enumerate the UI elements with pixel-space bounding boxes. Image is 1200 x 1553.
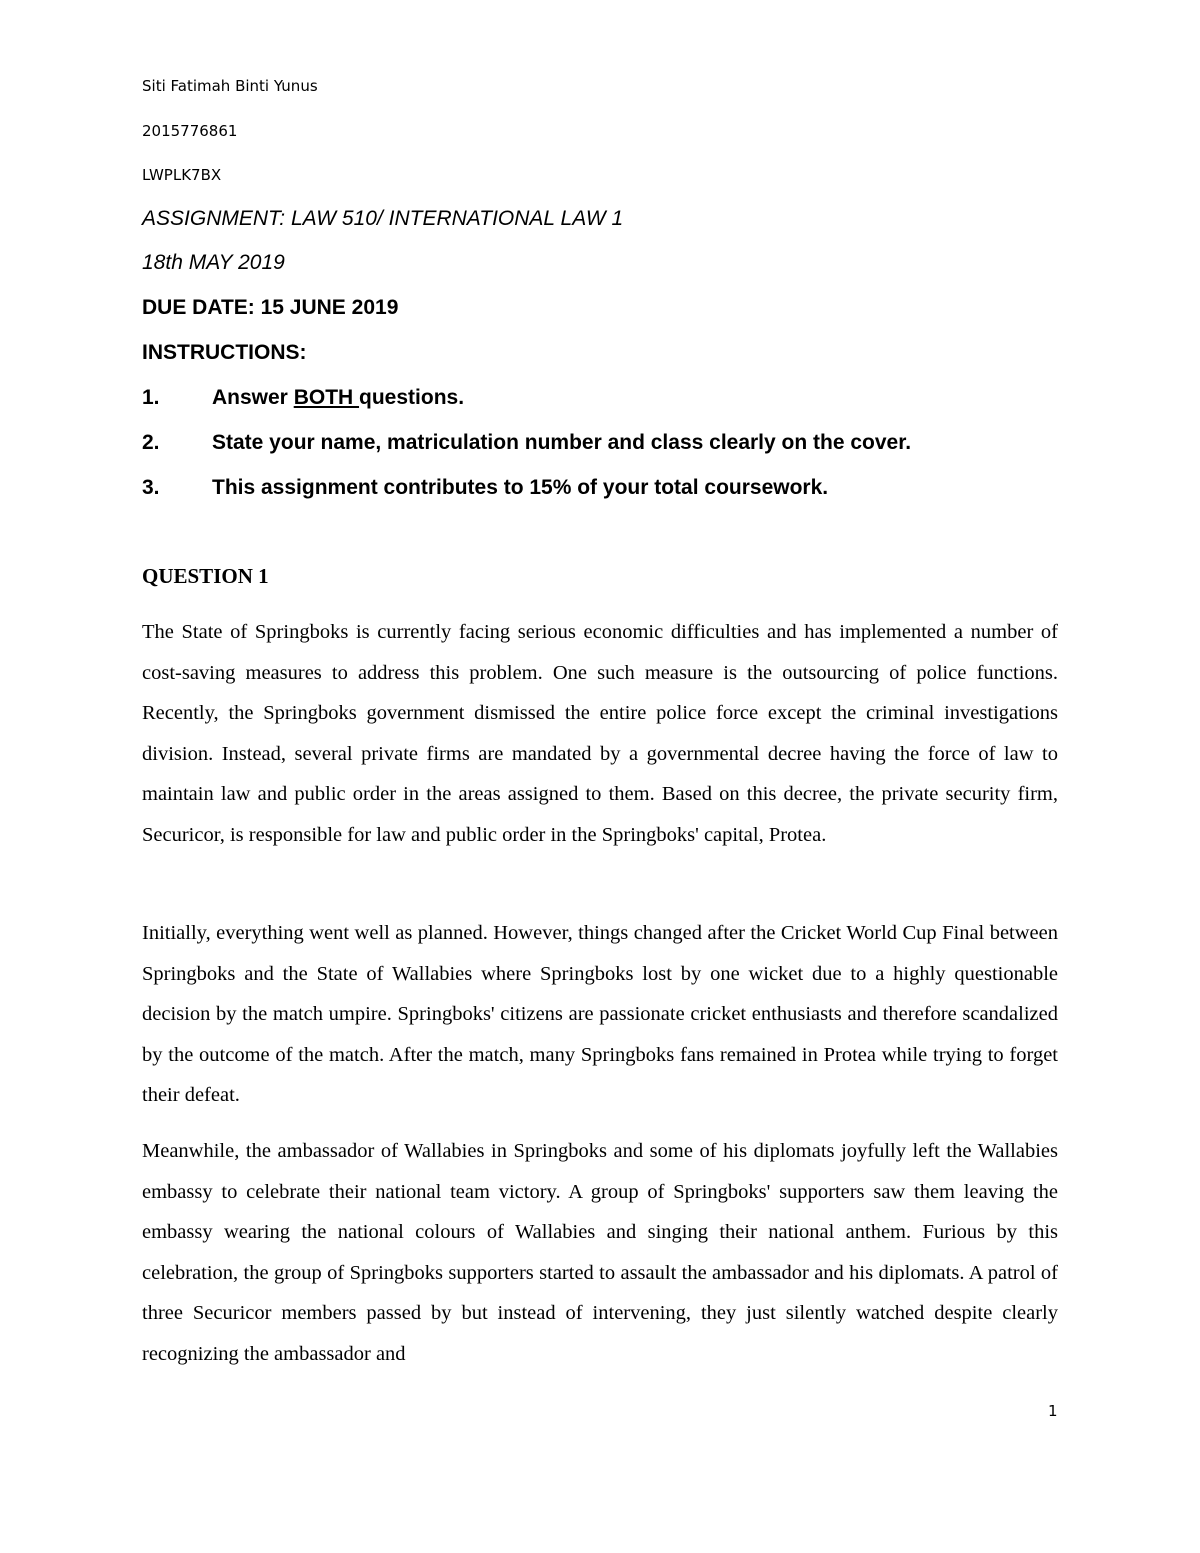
question-1-paragraph-2: Initially, everything went well as planned. However, things changed after the Cricket World Cup Final between Springboks and the State of Wallabies where Springboks lost by one wicket due to a highly questionable decision by the match umpire. Springboks' citizens are passionate cricket enthusiasts and therefore scandalized by the outcome of the match. After the match, many Springboks fans remained in Protea while trying to forget their defeat. bbox=[142, 922, 1058, 1106]
instruction-number: 1. bbox=[142, 386, 160, 409]
question-1-paragraph-1: The State of Springboks is currently facing serious economic difficulties and has implemented a number of cost-saving measures to address this problem. One such measure is the outsourcing of police functions. Recently, the Springboks government dismissed the entire police force except the criminal investigations division. Instead, several private firms are mandated by a governmental decree having the force of law to maintain law and public order in the areas assigned to them. Based on this decree, the private security firm, Securicor, is responsible for law and public order in the Springboks' capital, Protea. bbox=[142, 621, 1058, 846]
instruction-text: State your name, matriculation number and class clearly on the cover. bbox=[212, 431, 912, 454]
question-1-paragraph-3: Meanwhile, the ambassador of Wallabies in Springboks and some of his diplomats joyfully left the Wallabies embassy to celebrate their national team victory. A group of Springboks' supporters saw them leaving the embassy wearing the national colours of Wallabies and singing their national anthem. Furious by this celebration, the group of Springboks supporters started to assault the ambassador and his diplomats. A patrol of three Securicor members passed by but instead of intervening, they just silently watched despite clearly recognizing the ambassador and bbox=[142, 1140, 1058, 1365]
due-date: DUE DATE: 15 JUNE 2019 bbox=[142, 296, 399, 319]
assignment-title: ASSIGNMENT: LAW 510/ INTERNATIONAL LAW 1 bbox=[142, 207, 624, 230]
instructions-heading: INSTRUCTIONS: bbox=[142, 341, 307, 364]
class-code: LWPLK7BX bbox=[142, 166, 222, 184]
page-number: 1 bbox=[1048, 1402, 1058, 1420]
question-1-heading: QUESTION 1 bbox=[142, 564, 269, 588]
instruction-item-1 bbox=[142, 386, 464, 410]
instruction-emphasis: BOTH bbox=[293, 386, 360, 409]
instruction-text-post: questions. bbox=[359, 386, 465, 409]
student-id: 2015776861 bbox=[142, 122, 238, 140]
assignment-date: 18th MAY 2019 bbox=[142, 251, 285, 274]
instruction-number: 3. bbox=[142, 476, 160, 499]
instruction-item-3 bbox=[142, 476, 828, 500]
instruction-item-2 bbox=[142, 431, 911, 455]
student-name: Siti Fatimah Binti Yunus bbox=[142, 77, 318, 95]
instruction-text-pre: Answer bbox=[212, 386, 294, 409]
instruction-text: This assignment contributes to 15% of your total coursework. bbox=[212, 476, 829, 499]
instruction-number: 2. bbox=[142, 431, 160, 454]
